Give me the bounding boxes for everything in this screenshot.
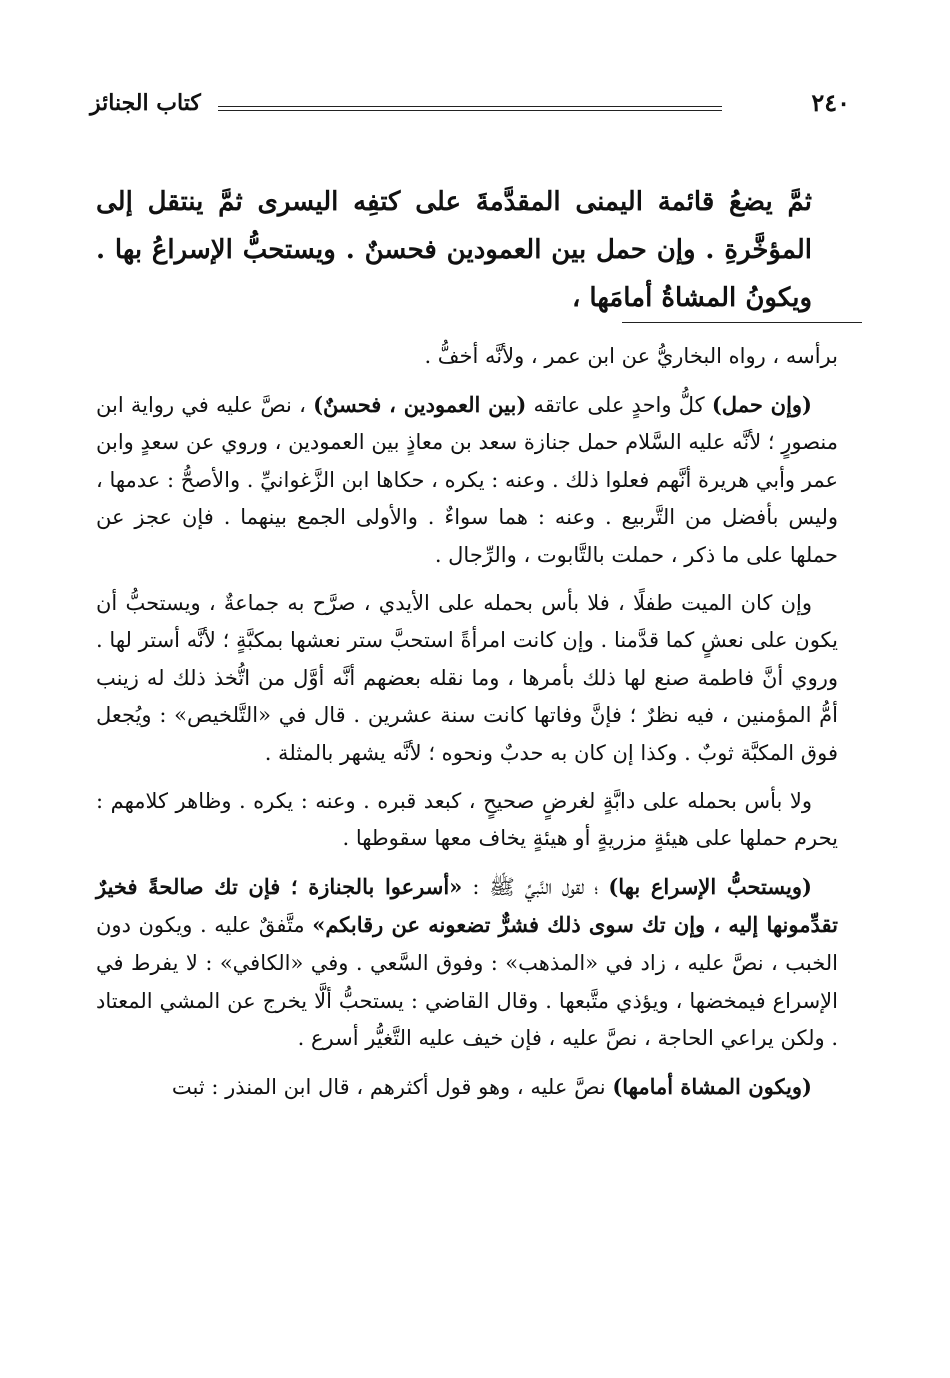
footnote-separator: [622, 322, 862, 323]
commentary-paragraph-5: [96, 868, 838, 1058]
commentary-paragraph-2: [96, 386, 838, 575]
quoted-matn: (ويكون المشاة أمامها): [612, 1073, 812, 1099]
page-number: ٢٤٠: [811, 88, 850, 117]
commentary-paragraph-6: [96, 1068, 838, 1107]
commentary-paragraph-1: برأسه ، رواه البخاريُّ عن ابن عمر ، ولأنَّه أخفُّ .: [424, 344, 838, 368]
commentary-text: متَّفقٌ عليه . ويكون دون الخبب ، نصَّ عليه ، زاد في «المذهب» : وفوق السَّعي . وفي «الكافي» : لا يفرط في الإسراع فيمخضها ، ويؤذي متَّبعها . وقال القاضي : يستحبُّ ألَّا يخرج عن المشي المعتاد . ولكن يراعي الحاجة ، نصَّ عليه ، فإن خيف عليه التَّغيُّر أسرع .: [96, 913, 838, 1051]
commentary-text: كلُّ واحدٍ على عاتقه: [526, 392, 712, 417]
commentary-text: ؛ لقول النَّبيِّ ﷺ :: [462, 874, 609, 899]
commentary-paragraph-4: ولا بأس بحمله على دابَّةٍ لغرضٍ صحيحٍ ، كبعد قبره . وعنه : يكره . وظاهر كلامهم : يحرم حملها على هيئةٍ مزريةٍ أو هيئةٍ يخاف معها سقوطها .: [96, 788, 838, 851]
quoted-matn: (وإن حمل): [711, 391, 812, 417]
hadith-quote: «أسرعوا بالجنازة ؛ فإن تك صالحةً فخيرٌ تقدِّمونها إليه ، وإن تك سوى ذلك فشرٌّ تضعونه عن رقابكم»: [96, 873, 838, 938]
commentary: [96, 338, 838, 1116]
book-title: كتاب الجنائز: [90, 90, 201, 116]
commentary-text: نصَّ عليه ، وهو قول أكثرهم ، قال ابن المنذر : ثبت: [171, 1074, 613, 1099]
running-header: [90, 88, 850, 128]
quoted-matn: (ويستحبُّ الإسراع بها): [608, 873, 812, 899]
header-rule: [218, 106, 722, 111]
quoted-matn: (بين العمودين ، فحسنٌ): [313, 391, 527, 417]
matn-text: ثمَّ يضعُ قائمة اليمنى المقدَّمةَ على كتفِه اليسرى ثمَّ ينتقل إلى المؤخَّرةِ . وإن حمل بين العمودين فحسنٌ . ويستحبُّ الإسراعُ بها . ويكونُ المشاةُ أمامَها ،: [96, 187, 812, 313]
commentary-paragraph-3: وإن كان الميت طفلًا ، فلا بأس بحمله على الأيدي ، صرَّح به جماعةٌ ، ويستحبُّ أن يكون على نعشٍ كما قدَّمنا . وإن كانت امرأةً استحبَّ ستر نعشها بمكبَّةٍ ؛ لأنَّه أستر لها . وروي أنَّ فاطمة صنع لها ذلك بأمرها ، وما نقله بعضهم أنَّه أوَّل من اتُّخذ ذلك له زينب أمُّ المؤمنين ، فيه نظرٌ ؛ فإنَّ وفاتها كانت سنة عشرين . قال في «التَّلخيص» : ويُجعل فوق المكبَّة ثوبٌ . وكذا إن كان به حدبٌ ونحوه ؛ لأنَّه يشهر بالمثلة .: [96, 590, 838, 765]
commentary-text: ، نصَّ عليه في رواية ابن منصورٍ ؛ لأنَّه عليه السَّلام حمل جنازة سعد بن معاذٍ بين العمودين ، وروي عن سعدٍ وابن عمر وأبي هريرة أنَّهم فعلوا ذلك . وعنه : يكره ، حكاها ابن الزَّغوانيِّ . والأصحُّ : عدمها ، وليس بأفضل من التَّربيع . وعنه : هما سواءٌ . والأولى الجمع بينهما . فإن عجز عن حملها على ما ذكر ، حملت بالتَّابوت ، والرِّجال .: [96, 392, 838, 567]
